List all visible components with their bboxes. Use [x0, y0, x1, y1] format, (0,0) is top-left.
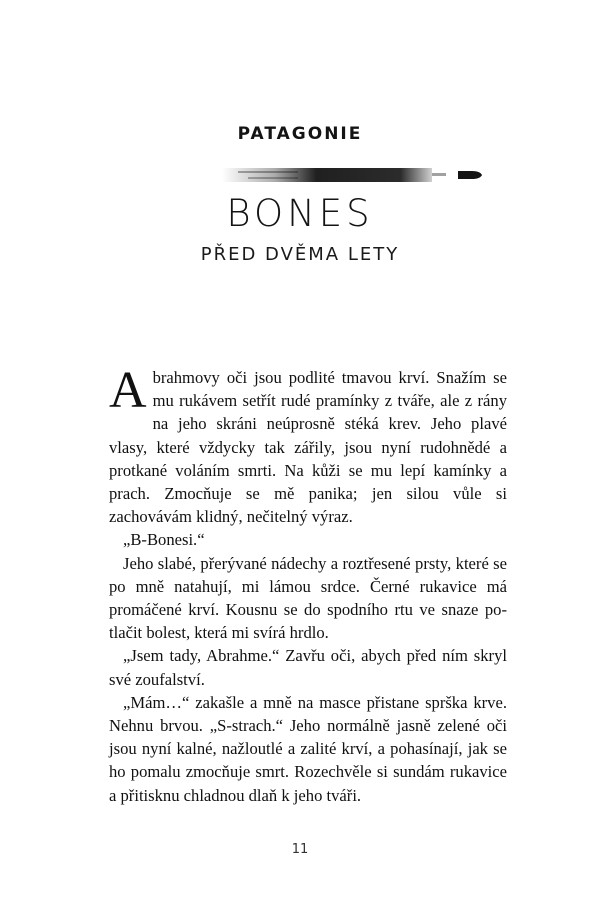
paragraph: „Jsem tady, Abrahme.“ Zavřu oči, abych před ním skryl své zoufalství. — [109, 646, 507, 689]
paragraph-text: brahmovy oči jsou podlité tmavou krví. Snažím se mu rukávem setřít rudé pramínky z tváře, ale z rány na jeho skráni neúprosně stéká krev. Jeho plavé vlasy, které vždycky tak zářily, jsou nyní rudohnědé a protkané voláním smrti. Na kůži se mu lepí kamínky a prach. Zmocňuje se mě panika; jen silou vůle si zachovávám klidný, nečitelný výraz. — [109, 368, 507, 527]
chapter-subtitle: PŘED DVĚMA LETY — [200, 244, 400, 265]
smoke-trail — [222, 168, 432, 182]
bullet-icon — [458, 171, 482, 179]
chapter-title: BONES — [226, 192, 374, 235]
body-text — [109, 362, 507, 807]
paragraph: Jeho slabé, přerývané nádechy a roztřesené prsty, které se po mně natahují, mi lámou srdce. Černé rukavice má promáčené krví. Kousnu se do spodního rtu ve snaze potlačit bolest, která mi svírá hrdlo. — [109, 553, 507, 643]
bullet-trail-divider — [218, 160, 484, 190]
page-number: 11 — [291, 842, 309, 857]
paragraph — [109, 362, 507, 528]
drop-cap: A — [109, 362, 147, 419]
paragraph: „Mám…“ zakašle a mně na masce přistane sprška krve. Nehnu brvou. „S-strach.“ Jeho normálně jasně zelené oči jsou nyní kalné, nažloutlé a zalité krví, a pohasínají, jak se ho pomalu zmocňuje smrt. Rozechvěle si sundám rukavice a přitisknu chladnou dlaň k jeho tváři. — [109, 692, 507, 805]
location-heading: PATAGONIE — [237, 124, 363, 144]
paragraph: „B-Bonesi.“ — [123, 530, 205, 550]
